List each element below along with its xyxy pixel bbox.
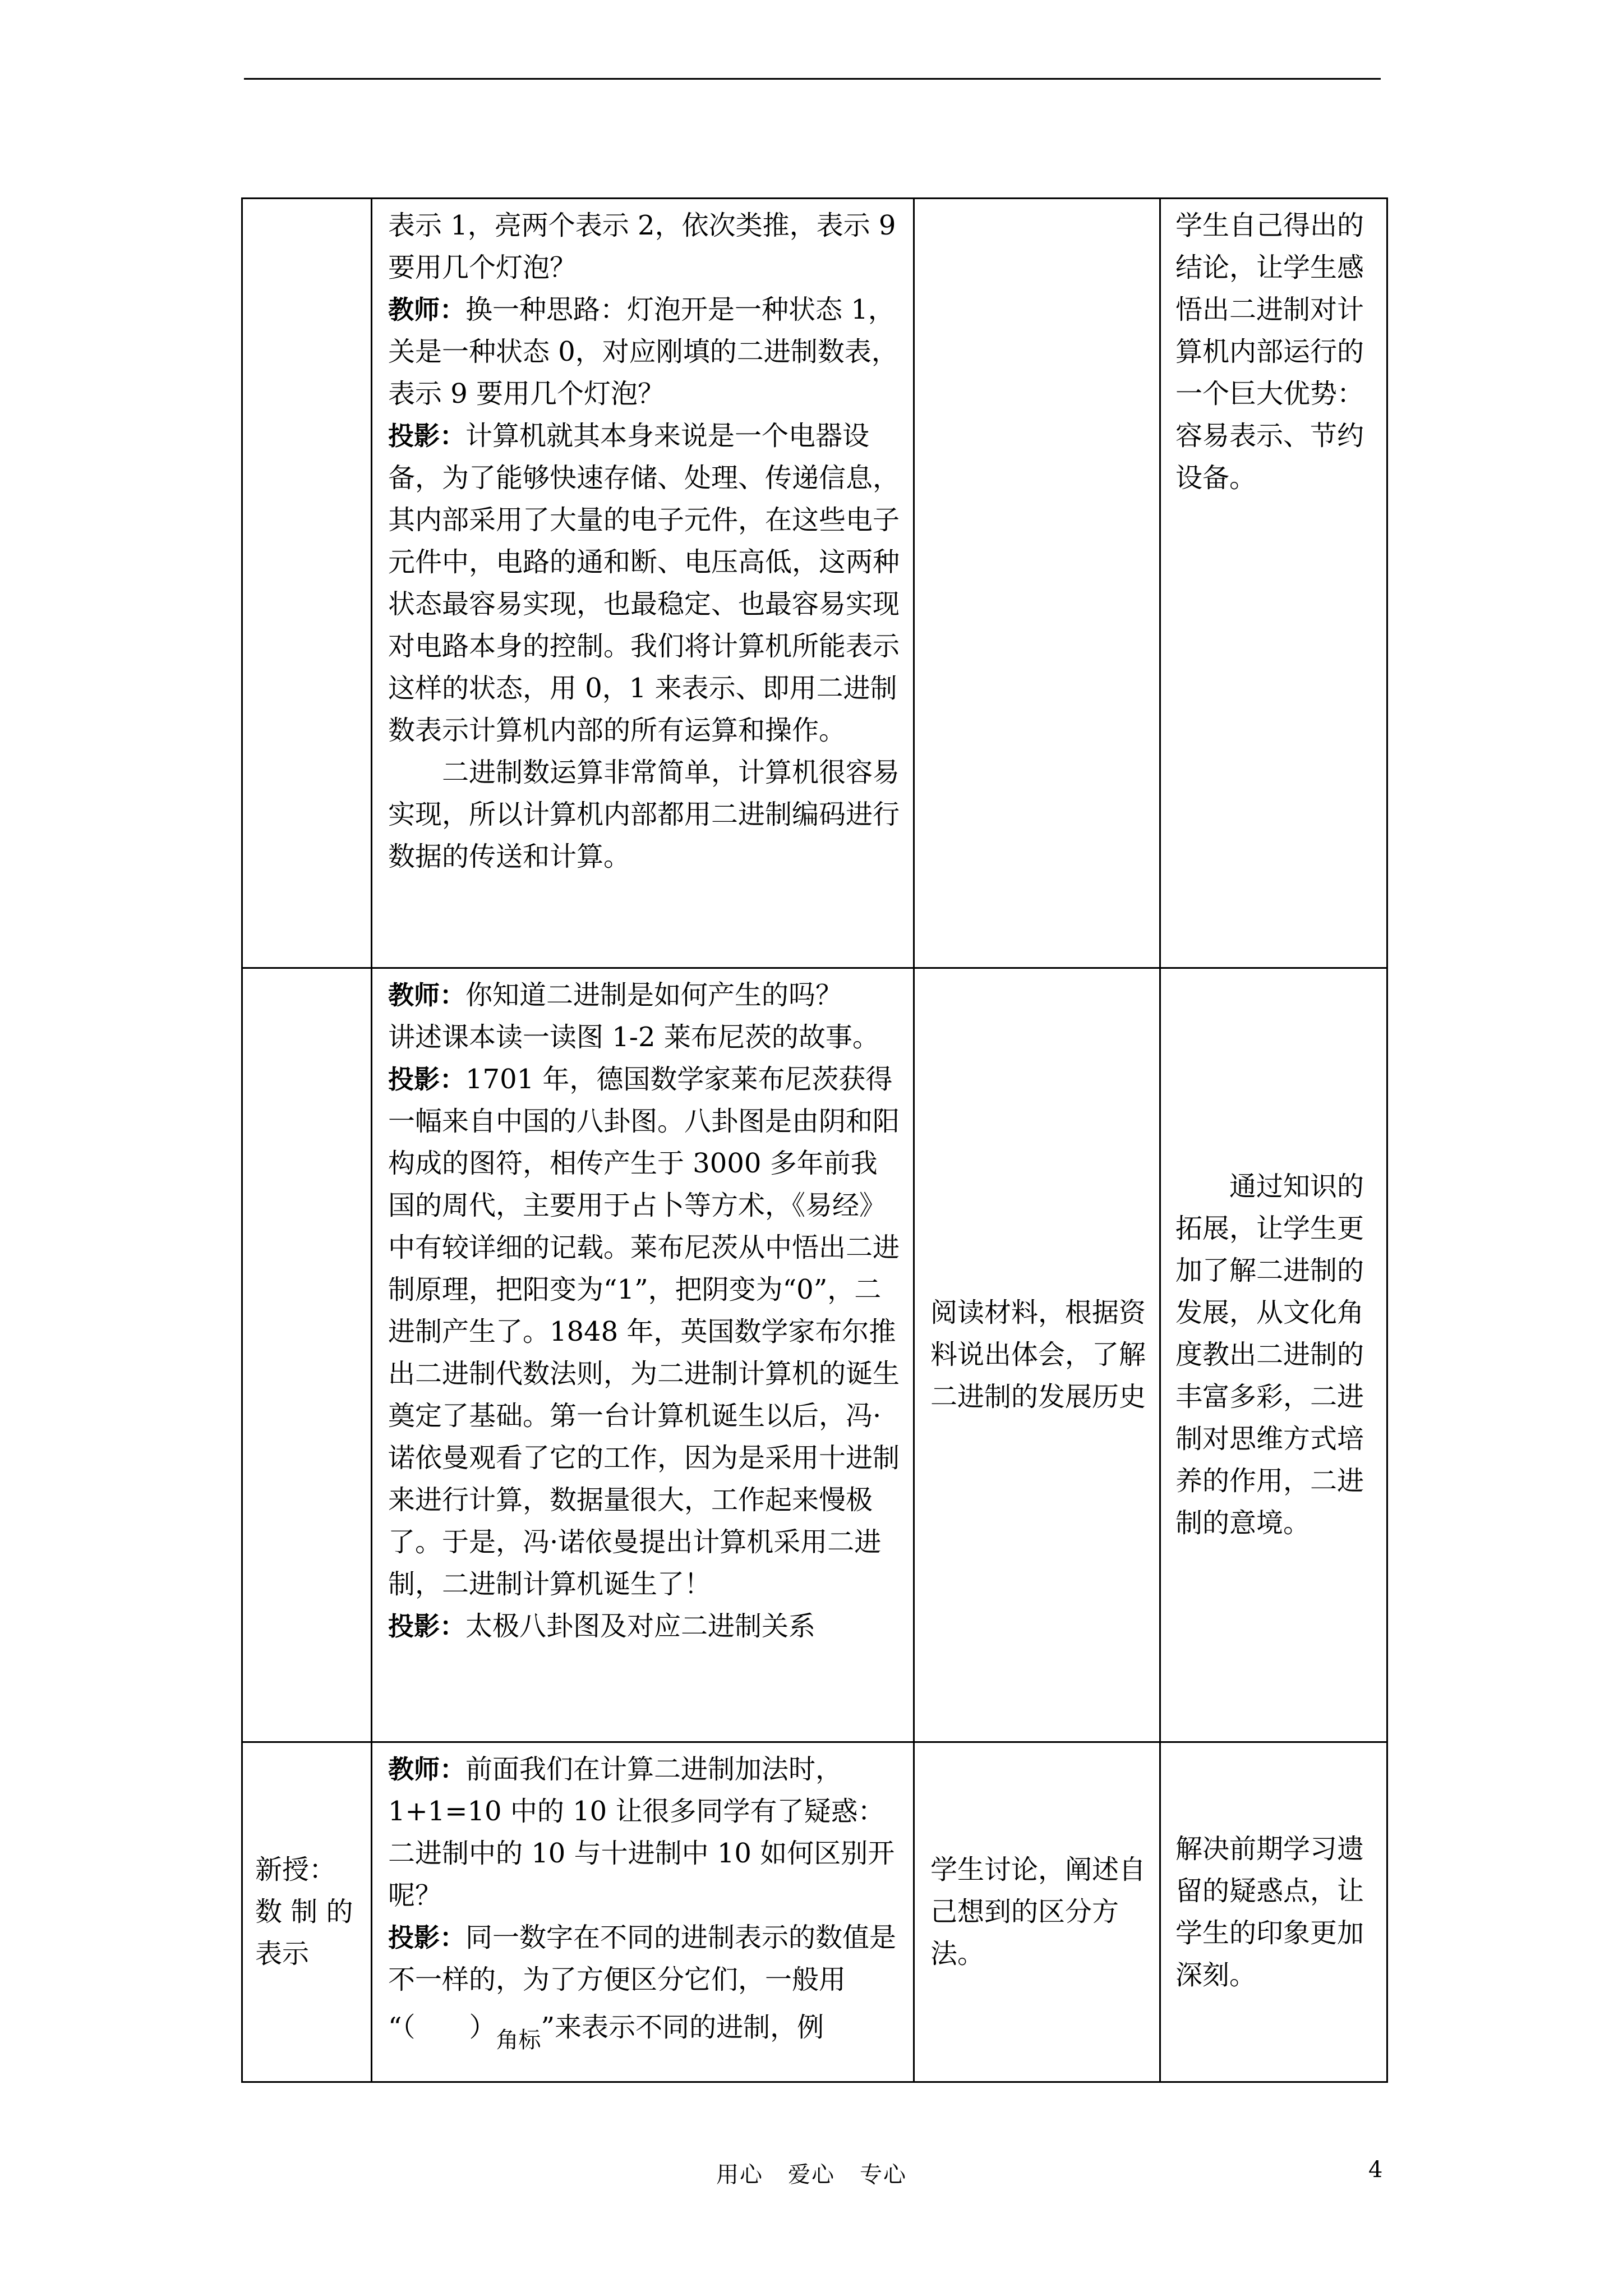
stage-label: 表示	[255, 1938, 310, 1970]
text: 你知道二进制是如何产生的吗？	[465, 979, 843, 1011]
footer-word: 专心	[860, 2162, 907, 2188]
label-projection: 投影：	[388, 1922, 465, 1953]
design-intent-cell	[1160, 1742, 1387, 2082]
paragraph: 阅读材料，根据资料说出体会，了解二进制的发展历史	[930, 1297, 1146, 1412]
paragraph	[388, 289, 900, 415]
footer-word: 爱心	[788, 2162, 835, 2188]
paragraph	[388, 1749, 900, 1917]
stage-cell	[242, 1742, 372, 2082]
student-activity-cell	[914, 968, 1160, 1742]
paragraph	[388, 2007, 900, 2053]
label-teacher: 教师：	[388, 295, 465, 325]
teacher-activity-cell	[372, 968, 914, 1742]
footer-word: 用心	[716, 2162, 763, 2188]
stage-label: 新授：	[255, 1854, 336, 1885]
paragraph: 讲述课本读一读图 1-2 莱布尼茨的故事。	[388, 1022, 879, 1053]
teacher-activity-cell	[372, 199, 914, 968]
text: 太极八卦图及对应二进制关系	[465, 1611, 816, 1642]
text: ”来表示不同的进制，例	[541, 2012, 824, 2043]
paragraph: 学生讨论，阐述自己想到的区分方法。	[930, 1854, 1146, 1970]
design-intent-cell	[1160, 968, 1387, 1742]
label-projection: 投影：	[388, 1611, 465, 1641]
subscript: 角标	[496, 2027, 541, 2053]
teacher-activity-cell	[372, 1742, 914, 2082]
text: 前面我们在计算二进制加法时，1+1=10 中的 10 让很多同学有了疑惑：二进制中的 10 与十进制中 10 如何区别开呢？	[388, 1754, 895, 1911]
label-teacher: 教师：	[388, 980, 465, 1010]
table-row	[242, 1742, 1387, 2082]
student-activity-cell	[914, 1742, 1160, 2082]
text: “（ ）	[388, 2012, 496, 2043]
paragraph	[388, 974, 900, 1016]
stage-label: 数 制 的	[255, 1896, 353, 1927]
text: 1701 年，德国数学家莱布尼茨获得一幅来自中国的八卦图。八卦图是由阴和阳构成的图符，相传产生于 3000 多年前我国的周代，主要用于占卜等方术，《易经》中有较详细的记载。莱布尼茨从中悟出二进制原理，把阳变为“1”，把阴变为“0”，二进制产生了。1848 年，英国数学家布尔推出二进制代数法则，为二进制计算机的诞生奠定了基础。第一台计算机诞生以后，冯·诺依曼观看了它的工作，因为是采用十进制来进行计算，数据量很大，工作起来慢极了。于是，冯·诺依曼提出计算机采用二进制，二进制计算机诞生了！	[388, 1064, 900, 1600]
table-row	[242, 199, 1387, 968]
lesson-table	[241, 197, 1388, 2083]
text: 计算机就其本身来说是一个电器设备，为了能够快速存储、处理、传递信息，其内部采用了大量的电子元件，在这些电子元件中，电路的通和断、电压高低，这两种状态最容易实现，也最稳定、也最容易实现对电路本身的控制。我们将计算机所能表示这样的状态，用 0，1 来表示、即用二进制数表示计算机内部的所有运算和操作。	[388, 420, 900, 746]
label-projection: 投影：	[388, 1064, 465, 1094]
paragraph: 解决前期学习遗留的疑惑点，让学生的印象更加深刻。	[1175, 1833, 1364, 1991]
text: 同一数字在不同的进制表示的数值是不一样的，为了方便区分它们，一般用	[388, 1922, 897, 1995]
paragraph	[388, 415, 900, 752]
paragraph	[388, 1917, 900, 2001]
header-rule	[244, 78, 1381, 80]
paragraph: 表示 1，亮两个表示 2，依次类推，表示 9 要用几个灯泡？	[388, 210, 896, 283]
paragraph: 通过知识的拓展，让学生更加了解二进制的发展，从文化角度教出二进制的丰富多彩，二进制对思维方式培养的作用，二进制的意境。	[1175, 1171, 1364, 1539]
stage-cell	[242, 968, 372, 1742]
paragraph: 学生自己得出的结论，让学生感悟出二进制对计算机内部运行的一个巨大优势：容易表示、节约设备。	[1175, 210, 1364, 494]
student-activity-cell	[914, 199, 1160, 968]
label-projection: 投影：	[388, 421, 465, 451]
stage-cell	[242, 199, 372, 968]
paragraph	[388, 1059, 900, 1605]
page-number: 4	[1368, 2157, 1383, 2183]
design-intent-cell	[1160, 199, 1387, 968]
label-teacher: 教师：	[388, 1754, 465, 1784]
text: 换一种思路：灯泡开是一种状态 1，关是一种状态 0，对应刚填的二进制数表，表示 9 要用几个灯泡？	[388, 294, 898, 409]
paragraph: 二进制数运算非常简单，计算机很容易实现，所以计算机内部都用二进制编码进行数据的传送和计算。	[388, 757, 900, 872]
paragraph	[388, 1605, 900, 1648]
table-row	[242, 968, 1387, 1742]
